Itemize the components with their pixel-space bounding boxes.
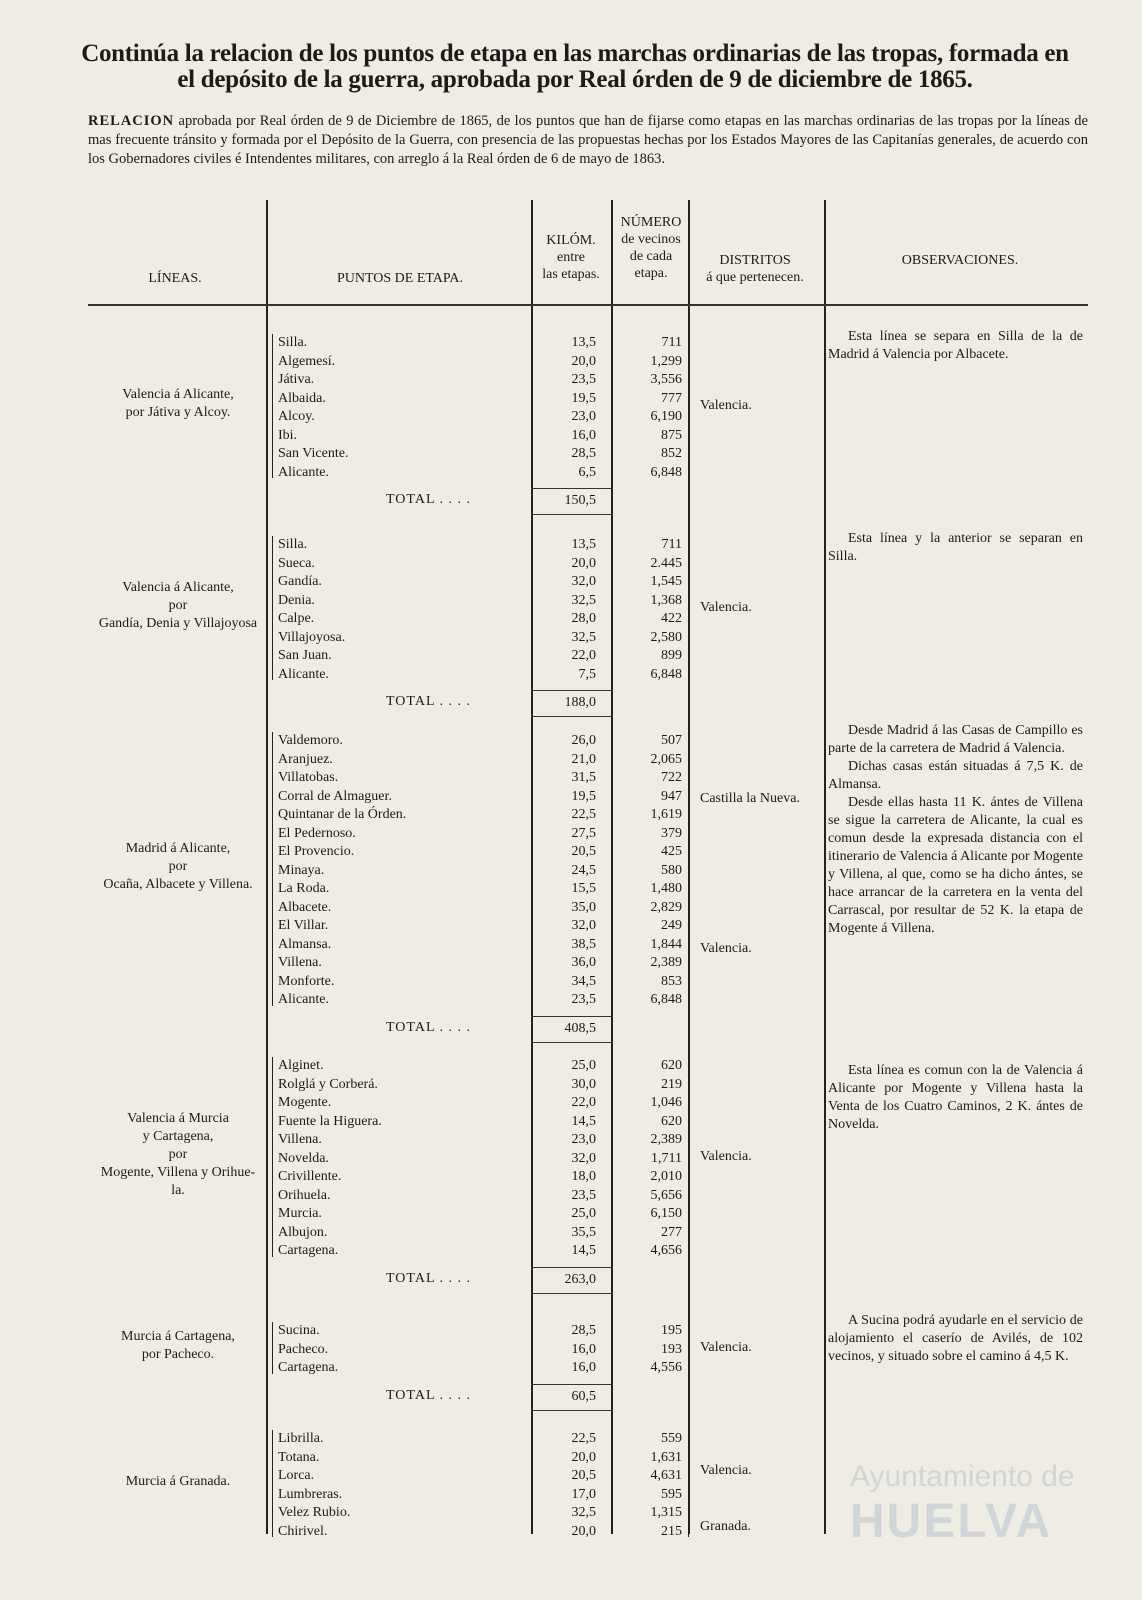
etapa-km: 16,0 [571,427,596,443]
etapa-name: Sueca. [278,555,315,571]
etapa-vecinos: 1,711 [651,1150,682,1166]
district-label: Valencia. [700,600,752,615]
etapa-km: 32,5 [571,592,596,608]
header-puntos: PUNTOS DE ETAPA. [336,271,464,286]
etapa-name: Almansa. [278,936,332,952]
observation-paragraph: Desde ellas hasta 11 K. ántes de Villena se sigue la carretera de Alicante, la cual es comun desde la expresada distancia con el itinerario de Valencia á Alicante por Mogente y Villena, al que, como se ha dicho ántes, se hace arrancar de la carretera en la venta del Carrascal, por resultar de 52 K. la etapa de Mogente á Villena. [828,795,1083,936]
header-dist [690,252,820,286]
etapa-name: Novelda. [278,1150,329,1166]
etapa-vecinos: 219 [661,1076,682,1092]
observation-paragraph: Desde Madrid á las Casas de Campillo es parte de la carretera de Madrid á Valencia. [828,723,1083,756]
etapa-name: Orihuela. [278,1187,331,1203]
total-label: TOTAL . . . . [386,492,471,507]
brace-punto [272,1430,273,1537]
etapa-vecinos: 1,619 [650,807,682,822]
etapa-name: El Pedernoso. [278,825,356,841]
brace-punto [272,1057,273,1257]
etapa-name: Totana. [278,1449,320,1465]
etapa-vecinos: 379 [661,825,682,841]
etapa-km: 20,5 [571,1468,596,1483]
total-label: TOTAL . . . . [386,1270,471,1286]
etapa-vecinos: 507 [661,733,682,748]
etapa-km: 38,5 [571,936,596,952]
etapa-name: Librilla. [278,1431,324,1446]
etapa-vecinos: 1,315 [650,1505,682,1520]
etapa-vecinos: 852 [661,446,682,461]
etapa-km: 18,0 [571,1169,596,1184]
etapa-vecinos: 215 [661,1523,682,1539]
etapa-km: 32,0 [571,918,596,933]
etapa-km: 20,5 [571,844,596,859]
etapa-km: 23,0 [571,1132,596,1147]
brace-vecinos [688,1057,689,1257]
total-rule-top [531,1016,611,1017]
etapa-name: Denia. [278,592,315,608]
page-title-line-1: Continúa la relacion de los puntos de etapa en las marchas ordinarias de las tropas, formada en [81,40,1069,67]
total-rule-top [531,1267,611,1268]
observation-paragraph: Esta línea es comun con la de Valencia á Alicante por Mogente y Villena hasta la Venta de los Cuatro Caminos, 2 K. ántes de Novelda. [828,1063,1083,1132]
line-name [86,1328,270,1364]
district-label: Valencia. [700,1463,752,1479]
etapa-km: 13,5 [571,335,596,350]
brace-punto [272,536,273,680]
etapa-km: 20,0 [571,1523,596,1539]
etapa-name: Albaida. [278,390,326,406]
line-name-part: por [168,598,188,613]
total-label: TOTAL . . . . [386,1019,471,1035]
district-label: Valencia. [700,941,752,957]
etapa-name: Valdemoro. [278,733,343,748]
etapa-name: Calpe. [278,611,315,626]
intro-lead: RELACION [88,113,175,129]
header-km-2: entre [557,250,585,265]
etapa-name: Crivillente. [278,1169,342,1184]
line-name-part: Valencia á Alicante, [122,580,234,595]
header-km-1: KILÓM. [546,233,596,248]
etapa-km: 32,5 [571,1505,596,1520]
etapa-vecinos: 2.445 [650,555,682,571]
observation [828,1062,1083,1134]
district-label: Valencia. [700,1148,752,1164]
etapa-km: 32,5 [571,629,596,645]
etapa-vecinos: 6,848 [650,666,682,682]
header-num-1: NÚMERO [620,215,682,230]
district-label: Castilla la Nueva. [700,791,800,807]
etapa-vecinos: 6,848 [650,992,682,1007]
header-km-3: las etapas. [542,267,600,282]
etapa-vecinos: 6,150 [650,1206,682,1221]
etapa-vecinos: 2,389 [650,1132,682,1147]
observation [828,530,1083,566]
etapa-vecinos: 899 [661,648,682,663]
etapa-vecinos: 620 [661,1113,682,1129]
line-name [86,1110,270,1200]
total-rule-bottom [531,1410,611,1411]
total-label: TOTAL . . . . [386,694,471,709]
etapa-name: Algemesí. [278,353,336,369]
etapa-km: 26,0 [571,733,596,748]
etapa-km: 36,0 [571,955,596,970]
brace-punto [272,1322,273,1374]
line-name-part: Valencia á Murcia [127,1110,229,1126]
etapa-km: 24,5 [571,862,596,878]
observation-paragraph: Dichas casas están situadas á 7,5 K. de Almansa. [828,759,1083,792]
total-label: TOTAL . . . . [386,1387,471,1403]
total-km: 408,5 [564,1020,596,1036]
etapa-name: Alginet. [278,1058,324,1073]
line-name-part: Valencia á Alicante, [122,387,234,402]
etapa-vecinos: 1,631 [650,1449,682,1465]
line-name-part: Murcia á Granada. [125,1473,231,1489]
line-name-part: Murcia á Cartagena, [121,1328,235,1344]
etapa-name: Játiva. [278,372,315,387]
district-label: Valencia. [700,1339,752,1355]
district-label: Valencia. [700,398,752,413]
line-name-part: la. [171,1182,185,1198]
line-name-part: Ocaña, Albacete y Villena. [103,876,253,892]
watermark-line-2: HUELVA [850,1495,1053,1548]
etapa-km: 28,0 [571,611,596,626]
etapa-vecinos: 1,046 [650,1095,682,1110]
page-title-line-2: el depósito de la guerra, aprobada por Real órden de 9 de diciembre de 1865. [177,66,973,93]
etapa-km: 23,5 [571,1187,596,1203]
etapa-name: Murcia. [278,1206,322,1221]
etapa-km: 19,5 [571,390,596,406]
etapa-name: Mogente. [278,1095,332,1110]
etapa-vecinos: 580 [661,862,682,878]
header-km [532,232,610,283]
etapa-vecinos: 947 [661,788,682,804]
header-lineas: LÍNEAS. [148,271,202,286]
header-obs: OBSERVACIONES. [901,253,1019,268]
etapa-vecinos: 6,190 [650,409,682,424]
etapa-name: Lorca. [278,1468,315,1483]
etapa-vecinos: 1,480 [650,881,682,896]
rule-col-5 [824,200,826,1534]
total-km: 263,0 [564,1271,596,1287]
etapa-vecinos: 722 [661,770,682,785]
header-num-2: de vecinos [621,232,681,247]
etapa-name: Minaya. [278,862,325,878]
total-km: 150,5 [564,493,596,508]
brace-vecinos [688,732,689,1006]
etapa-km: 23,0 [571,409,596,424]
brace-vecinos [688,1430,689,1537]
etapa-name: Velez Rubio. [278,1505,351,1520]
etapa-km: 31,5 [571,770,596,785]
etapa-name: Gandía. [278,574,322,589]
etapa-name: Sucina. [278,1323,320,1338]
etapa-name: Cartagena. [278,1243,339,1258]
district-label: Granada. [700,1518,751,1534]
line-name-part: por Játiva y Alcoy. [125,405,231,420]
etapa-vecinos: 422 [661,611,682,626]
etapa-name: Alcoy. [278,409,315,424]
etapa-name: Fuente la Higuera. [278,1113,382,1129]
etapa-name: Alicante. [278,666,329,682]
brace-punto [272,732,273,1006]
etapa-vecinos: 4,556 [650,1360,682,1375]
etapa-name: Alicante. [278,992,329,1007]
etapa-vecinos: 277 [661,1224,682,1240]
etapa-name: Alicante. [278,464,329,480]
etapa-km: 28,5 [571,1323,596,1338]
observation [828,328,1083,364]
total-km: 188,0 [564,695,596,710]
observation [828,1312,1083,1366]
line-name-part: y Cartagena, [142,1128,214,1144]
etapa-km: 19,5 [571,788,596,804]
etapa-vecinos: 777 [661,390,682,406]
etapa-vecinos: 195 [661,1323,682,1338]
etapa-vecinos: 620 [661,1058,682,1073]
etapa-vecinos: 2,580 [650,629,682,645]
header-num [614,214,688,282]
etapa-name: San Juan. [278,648,332,663]
line-name [86,1473,270,1491]
etapa-name: El Provencio. [278,844,355,859]
line-name-part: por Pacheco. [141,1346,215,1362]
etapa-km: 13,5 [571,537,596,552]
etapa-name: El Villar. [278,918,329,933]
etapa-vecinos: 875 [661,427,682,443]
total-rule-top [531,690,611,691]
etapa-km: 22,0 [571,648,596,663]
line-name [86,386,270,422]
etapa-vecinos: 5,656 [650,1187,682,1203]
etapa-name: Aranjuez. [278,751,333,767]
etapa-km: 6,5 [578,464,596,480]
header-dist-2: á que pertenecen. [706,270,804,285]
brace-vecinos [688,1322,689,1374]
etapa-km: 22,5 [571,807,596,822]
brace-punto [272,334,273,478]
header-num-3: de cada [629,249,673,264]
etapa-name: Silla. [278,537,308,552]
etapa-km: 34,5 [571,973,596,989]
etapa-vecinos: 2,829 [650,899,682,915]
etapa-km: 17,0 [571,1486,596,1502]
total-rule-top [531,488,611,489]
etapa-km: 27,5 [571,825,596,841]
etapa-name: Chirivel. [278,1523,328,1539]
total-rule-bottom [531,716,611,717]
etapa-vecinos: 1,368 [650,592,682,608]
observation-paragraph: A Sucina podrá ayudarle en el servicio de alojamiento el caserío de Avilés, de 102 vecinos, y situado sobre el camino á 4,5 K. [828,1313,1083,1364]
etapa-name: Villajoyosa. [278,629,346,645]
line-name-part: por [168,1146,188,1162]
line-name-part: Mogente, Villena y Orihue- [100,1164,256,1180]
etapa-vecinos: 711 [661,335,682,350]
line-name-part: por [168,858,188,874]
etapa-vecinos: 2,065 [650,751,682,767]
etapa-name: La Roda. [278,881,330,896]
intro-text: aprobada por Real órden de 9 de Diciembre de 1865, de los puntos que han de fijarse como etapas en las marchas ordinarias de las tropas por la líneas de mas frecuente tránsito y formada por el Depósito de la Guerra, con presencia de las propuestas hechas por los Estados Mayores de las Capitanías generales, de acuerdo con los Gobernadores civiles é Intendentes militares, con arreglo á la Real órden de 6 de mayo de 1863. [88,113,1088,167]
etapa-vecinos: 4,631 [650,1468,682,1483]
etapa-vecinos: 711 [661,537,682,552]
etapa-km: 7,5 [578,666,596,682]
etapa-vecinos: 2,010 [650,1169,682,1184]
etapa-name: Monforte. [278,973,335,989]
etapa-name: Corral de Almaguer. [278,788,392,804]
observation-paragraph: Esta línea y la anterior se separan en Silla. [828,531,1083,564]
etapa-km: 20,0 [571,353,596,369]
etapa-vecinos: 3,556 [650,372,682,387]
etapa-km: 16,0 [571,1360,596,1375]
etapa-km: 16,0 [571,1341,596,1357]
etapa-km: 35,0 [571,899,596,915]
etapa-name: Villena. [278,955,322,970]
etapa-name: Albacete. [278,899,332,915]
brace-vecinos [688,536,689,680]
etapa-vecinos: 1,545 [650,574,682,589]
observation [828,722,1083,938]
total-rule-bottom [531,514,611,515]
etapa-name: Villena. [278,1132,322,1147]
etapa-vecinos: 2,389 [650,955,682,970]
etapa-km: 14,5 [571,1113,596,1129]
etapa-km: 28,5 [571,446,596,461]
etapa-name: Rolglá y Corberá. [278,1076,378,1092]
header-num-4: etapa. [634,266,668,281]
etapa-km: 23,5 [571,992,596,1007]
etapa-km: 21,0 [571,751,596,767]
header-rule [88,304,1088,306]
etapa-name: Albujon. [278,1224,328,1240]
etapa-km: 32,0 [571,1150,596,1166]
etapa-vecinos: 1,844 [650,936,682,952]
etapa-km: 32,0 [571,574,596,589]
etapa-name: San Vicente. [278,446,349,461]
etapa-vecinos: 559 [661,1431,682,1446]
rule-col-2 [531,200,533,1534]
etapa-vecinos: 249 [661,918,682,933]
line-name-part: Madrid á Alicante, [125,840,231,856]
header-dist-1: DISTRITOS [719,253,791,268]
total-rule-top [531,1384,611,1385]
etapa-name: Quintanar de la Órden. [278,807,407,822]
etapa-km: 30,0 [571,1076,596,1092]
line-name [86,579,270,633]
etapa-vecinos: 853 [661,973,682,989]
total-rule-bottom [531,1293,611,1294]
etapa-vecinos: 193 [661,1341,682,1357]
etapa-vecinos: 4,656 [650,1243,682,1258]
watermark-line-1: Ayuntamiento de [850,1460,1075,1493]
etapa-km: 14,5 [571,1243,596,1258]
etapa-km: 20,0 [571,555,596,571]
brace-vecinos [688,334,689,478]
etapa-name: Pacheco. [278,1341,329,1357]
watermark [850,1460,1075,1549]
etapa-vecinos: 595 [661,1486,682,1502]
etapa-name: Ibi. [278,427,298,443]
etapa-name: Villatobas. [278,770,339,785]
etapa-name: Cartagena. [278,1360,339,1375]
etapa-km: 22,0 [571,1095,596,1110]
observation-paragraph: Esta línea se separa en Silla de la de Madrid á Valencia por Albacete. [828,329,1083,362]
etapa-km: 20,0 [571,1449,596,1465]
etapa-name: Lumbreras. [278,1486,343,1502]
etapa-km: 23,5 [571,372,596,387]
intro-paragraph [88,112,1088,169]
etapa-km: 22,5 [571,1431,596,1446]
etapa-vecinos: 6,848 [650,464,682,480]
line-name [86,840,270,894]
etapa-km: 25,0 [571,1058,596,1073]
etapa-km: 35,5 [571,1224,596,1240]
etapa-name: Silla. [278,335,308,350]
total-km: 60,5 [571,1388,596,1404]
etapa-vecinos: 425 [661,844,682,859]
etapa-vecinos: 1,299 [650,353,682,369]
total-rule-bottom [531,1042,611,1043]
etapa-km: 15,5 [571,881,596,896]
line-name-part: Gandía, Denia y Villajoyosa [98,616,258,631]
etapa-km: 25,0 [571,1206,596,1221]
